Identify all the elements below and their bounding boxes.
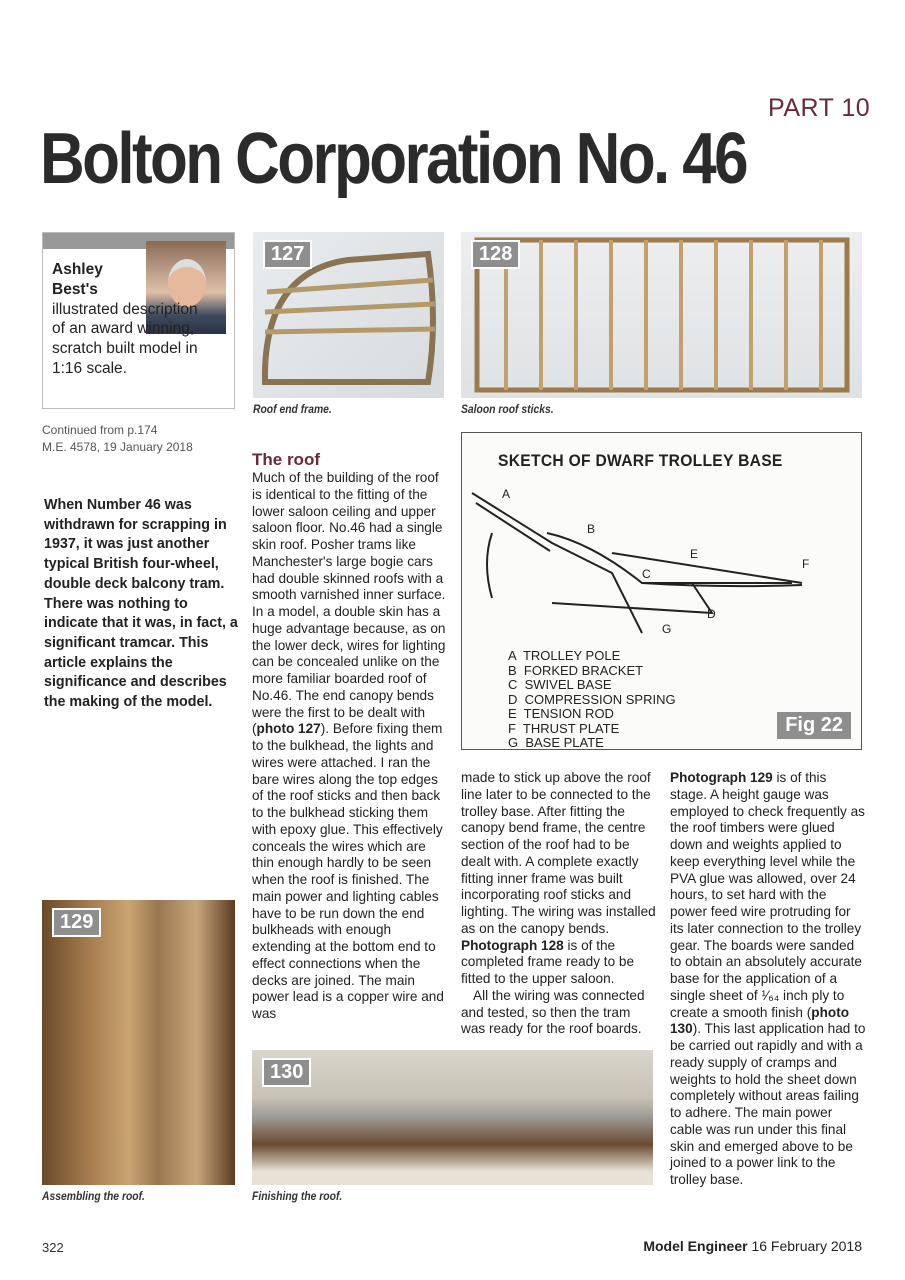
part-label: PART 10 (768, 94, 871, 122)
author-name: Ashley Best's (52, 261, 103, 298)
photo-number: 130 (262, 1058, 311, 1087)
photo-ref: Photograph 128 (461, 937, 564, 953)
issue-ref: M.E. 4578, 19 January 2018 (42, 440, 193, 454)
author-description: illustrated description of an award winning, scratch built model in 1:16 scale. (52, 300, 198, 377)
figure-legend: A TROLLEY POLE B FORKED BRACKET C SWIVEL BASE D COMPRESSION SPRING E TENSION ROD F THRUST PLATE G BASE PLATE (508, 648, 676, 750)
author-text (52, 260, 212, 379)
author-box (42, 232, 235, 409)
photo-ref: photo 130 (670, 1004, 850, 1037)
label-e: E (690, 547, 699, 561)
text-run: is of this stage. A height gauge was employed to check frequently as the roof timbers were glued down and weights applied to keep everything level while the PVA glue was allowed, over 24 hours, to set hard with the power feed wire protruding for its later connection to the trolley gear. The boards were sanded to obtain an absolutely accurate base for the application of a single sheet of ¹⁄₆₄ inch ply to create a smooth finish ( (670, 770, 865, 1020)
magazine-name: Model Engineer (643, 1238, 748, 1254)
photo-130 (252, 1050, 653, 1185)
photo-ref: photo 127 (256, 721, 321, 737)
photo-128 (461, 232, 862, 398)
paragraph: All the wiring was connected and tested, so then the tram was ready for the roof boards. (461, 987, 645, 1037)
page-number: 322 (42, 1240, 64, 1255)
intro-standfirst: When Number 46 was withdrawn for scrapping in 1937, it was just another typical British four-wheel, double deck balcony tram. There was nothing to indicate that it was, in fact, a significant tramcar. This article explains the significance and describes the making of the model. (44, 497, 238, 711)
label-f: F (802, 557, 810, 571)
continued-from: Continued from p.174 (42, 423, 158, 437)
text-run: ). This last application had to be carried out rapidly and with a ready supply of cramps and weights to hold the sheet down completely without areas failing to adhere. The main power cable was run under this final skin and emerged above to be joined to a power link to the trolley base. (670, 1021, 866, 1187)
photo-127 (253, 232, 444, 398)
issue-date: 16 February 2018 (751, 1238, 862, 1254)
photo-number: 127 (263, 240, 312, 269)
label-g: G (662, 622, 672, 636)
figure-title: SKETCH OF DWARF TROLLEY BASE (498, 451, 783, 470)
figure-22 (461, 432, 862, 750)
article-column-3 (461, 770, 657, 1038)
article-column-4 (670, 770, 866, 1189)
text-run: Much of the building of the roof is identical to the fitting of the lower saloon ceiling and upper saloon floor. No.46 had a single skin roof. Posher trams like Manchester's large bogie cars had double skinned roofs with a smooth varnished inner surface. In a model, a double skin has a huge advantage because, as on the lower deck, wires for lighting can be concealed unlike on the more familiar boarded roof of No.46. The end canopy bends were the first to be dealt with ( (252, 470, 446, 737)
roof-sticks-image (461, 232, 862, 398)
article-title: Bolton Corporation No. 46 (40, 119, 747, 199)
caption-129: Assembling the roof. (42, 1191, 145, 1203)
caption-128: Saloon roof sticks. (461, 404, 554, 416)
text-run: ). Before fixing them to the bulkhead, the lights and wires were attached. I ran the bare wires along the top edges of the roof sticks and then back to the bulkhead sticking them with epoxy glue. This effectively conceals the wires which are thin enough hardly to be seen when the roof is finished. The main power and lighting cables have to be run down the end bulkheads with enough extending at the bottom end to effect connections when the decks are joined. The main power lead is a copper wire and was (252, 721, 444, 1021)
label-d: D (707, 607, 716, 621)
caption-127: Roof end frame. (253, 404, 332, 416)
article-column-2 (252, 450, 448, 1023)
body-text (252, 470, 448, 1023)
photo-129 (42, 900, 235, 1185)
footer-publication (643, 1238, 862, 1254)
label-b: B (587, 522, 596, 536)
photo-number: 128 (471, 240, 520, 269)
label-c: C (642, 567, 651, 581)
photo-ref: Photograph 129 (670, 770, 773, 785)
figure-badge: Fig 22 (777, 712, 851, 739)
label-a: A (502, 487, 511, 501)
continued-note (42, 422, 193, 456)
caption-130: Finishing the roof. (252, 1191, 343, 1203)
text-run: is of the completed frame ready to be fitted to the upper saloon. (461, 937, 635, 986)
photo-number: 129 (52, 908, 101, 937)
section-heading: The roof (252, 450, 320, 469)
text-run: made to stick up above the roof line later to be connected to the trolley base. After fitting the canopy bend frame, the centre section of the roof had to be dealt with. A complete exactly fitting inner frame was built incorporating roof sticks and lighting. The wiring was installed as on the canopy bends. (461, 770, 656, 936)
trolley-base-sketch (462, 473, 862, 643)
